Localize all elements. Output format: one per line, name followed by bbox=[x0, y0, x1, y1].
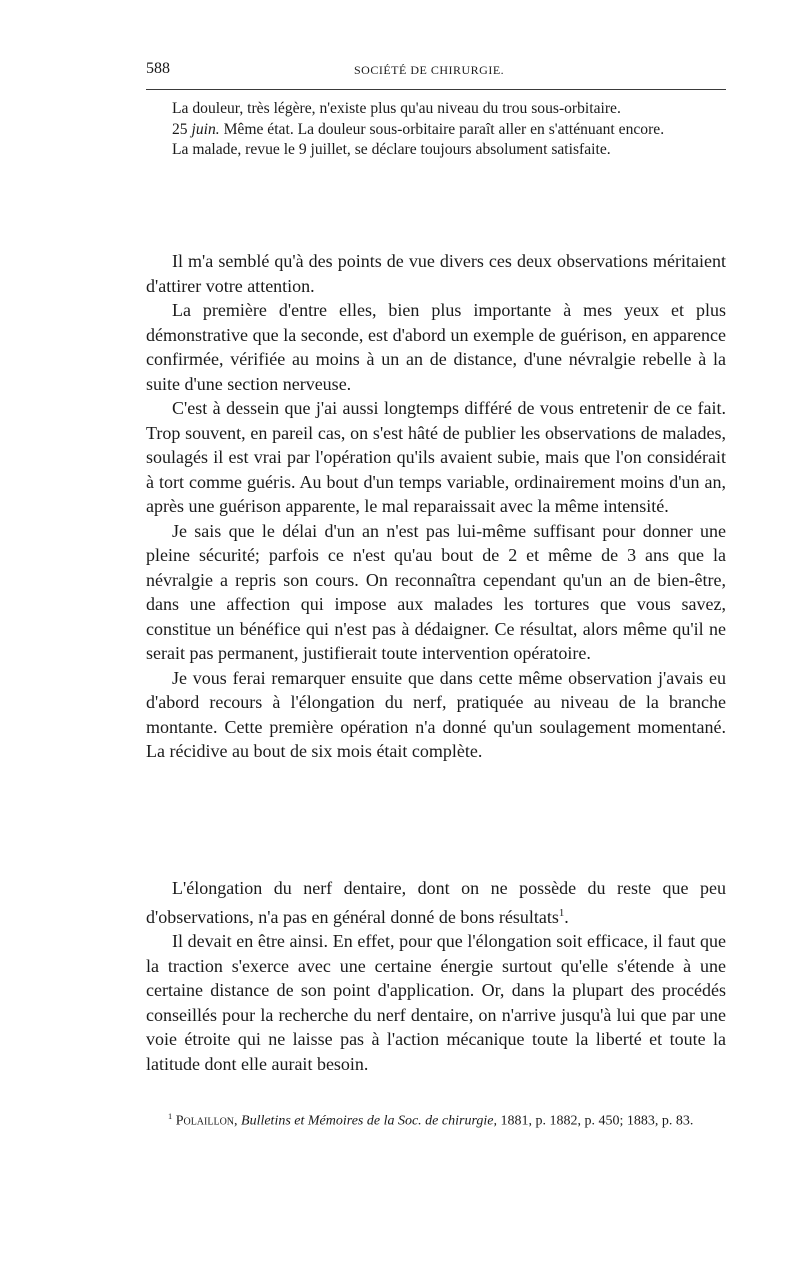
observation-notes bbox=[146, 99, 726, 161]
paragraph: Je sais que le délai d'un an n'est pas lui-même suffisant pour donner une pleine sécurité; parfois ce n'est qu'au bout de 2 et même de 3 ans que la névralgie a repris son cours. On reconnaîtra cependant qu'un an de bien-être, dans une affection qui impose aux malades les tortures que vous savez, constitue un bénéfice qui n'est pas à dédaigner. Ce résultat, alors même qu'il ne serait pas permanent, justifierait toute intervention opératoire. bbox=[146, 520, 726, 663]
elongation-text bbox=[146, 876, 726, 1076]
footnote-marker: 1 bbox=[558, 906, 565, 919]
footnote-ref: 1881, p. 1882, p. 450; 1883, p. 83. bbox=[496, 1113, 694, 1129]
footnote bbox=[146, 1106, 726, 1133]
header-rule bbox=[146, 89, 726, 90]
paragraph: La première d'entre elles, bien plus importante à mes yeux et plus démonstrative que la seconde, est d'abord un exemple de guérison, en apparence confirmée, vérifiée au moins à un an de distance, d'une névralgie rebelle à la suite d'une section nerveuse. bbox=[146, 300, 726, 394]
footnote-number: 1 bbox=[168, 1112, 173, 1121]
footnote-title: Bulletins et Mémoires de la Soc. de chirurgie, bbox=[241, 1113, 497, 1129]
paragraph: Il devait en être ainsi. En effet, pour que l'élongation soit efficace, il faut que la traction s'exerce avec une certaine énergie surtout qu'elle s'étende à une certaine distance de son point d'application. Or, dans la plupart des procédés conseillés pour la recherche du nerf dentaire, on n'arrive jusqu'à lui que par une voie étroite qui ne laisse pas à l'action mécanique toute la liberté et toute la latitude dont elle aurait besoin. bbox=[146, 931, 726, 1074]
paragraph: Il m'a semblé qu'à des points de vue divers ces deux observations méritaient d'attirer votre attention. bbox=[146, 251, 726, 296]
running-head bbox=[146, 56, 726, 84]
paragraph: La malade, revue le 9 juillet, se déclare toujours absolument satisfaite. bbox=[172, 141, 611, 158]
document-page bbox=[146, 56, 726, 1129]
paragraph: 25 juin. Même état. La douleur sous-orbitaire paraît aller en s'atténuant encore. bbox=[172, 120, 665, 138]
paragraph: Je vous ferai remarquer ensuite que dans cette même observation j'avais eu d'abord recours à l'élongation du nerf, pratiquée au niveau de la branche montante. Cette première opération n'a donné qu'un soulagement momentané. La récidive au bout de six mois était complète. bbox=[146, 667, 726, 761]
paragraph: L'élongation du nerf dentaire, dont on ne possède du reste que peu d'observations, n'a pas en général donné de bons résultats$^1$. bbox=[146, 878, 726, 927]
paragraph: La douleur, très légère, n'existe plus qu'au niveau du trou sous-orbitaire. bbox=[172, 100, 621, 117]
paragraph: C'est à dessein que j'ai aussi longtemps différé de vous entretenir de ce fait. Trop souvent, en pareil cas, on s'est hâté de publier les observations de malades, soulagés il est vrai par l'opération qu'ils avaient subie, mais que l'on considérait à tort comme guéris. Au bout d'un temps variable, ordinairement moins d'un an, après une guérison apparente, le mal reparaissait avec la même intensité. bbox=[146, 398, 726, 516]
running-title: SOCIÉTÉ DE CHIRURGIE. bbox=[354, 63, 505, 77]
discussion-text bbox=[146, 249, 726, 764]
footnote-author: Polaillon, bbox=[175, 1113, 238, 1129]
page-number: 588 bbox=[146, 60, 170, 77]
